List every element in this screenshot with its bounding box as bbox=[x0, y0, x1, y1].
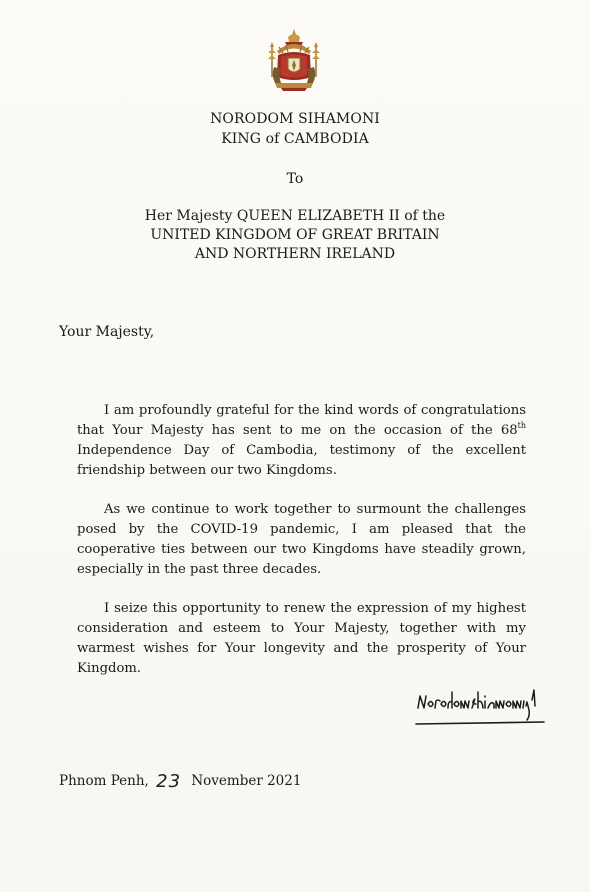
recipient-line: UNITED KINGDOM OF GREAT BRITAIN bbox=[150, 227, 440, 243]
sender-title: KING of CAMBODIA bbox=[221, 131, 369, 147]
handwritten-signature bbox=[414, 686, 552, 728]
paragraph-text: Independence Day of Cambodia, testimony of the excellent friendship between our two Kingdoms. bbox=[77, 443, 526, 478]
paragraph bbox=[77, 401, 526, 481]
salutation: Your Majesty, bbox=[59, 324, 155, 340]
recipient-block bbox=[0, 207, 590, 264]
royal-coat-of-arms-icon bbox=[261, 27, 327, 93]
recipient-line: AND NORTHERN IRELAND bbox=[194, 246, 396, 262]
sender-name: NORODOM SIHAMONI bbox=[210, 111, 380, 127]
month-year: November 2021 bbox=[191, 773, 302, 789]
handwritten-day: 23 bbox=[156, 771, 182, 792]
to-label: To bbox=[286, 171, 304, 187]
letter-body bbox=[77, 401, 526, 698]
sender-block bbox=[0, 109, 590, 149]
recipient-line: Her Majesty QUEEN ELIZABETH II of the bbox=[144, 208, 446, 224]
place: Phnom Penh, bbox=[59, 773, 149, 789]
ordinal-suffix: th bbox=[517, 421, 526, 430]
paragraph: As we continue to work together to surmount the challenges posed by the COVID-19 pandemic, I am pleased that the cooperative ties between our two Kingdoms have steadily grown, especially in the past three decades. bbox=[77, 502, 526, 577]
paragraph-text: I am profoundly grateful for the kind words of congratulations that Your Majesty has sent to me on the occasion of the 68 bbox=[77, 403, 526, 438]
date-line bbox=[59, 772, 301, 791]
paragraph: I seize this opportunity to renew the expression of my highest consideration and esteem to Your Majesty, together with my warmest wishes for Your longevity and the prosperity of Your Kingdom. bbox=[77, 601, 526, 676]
